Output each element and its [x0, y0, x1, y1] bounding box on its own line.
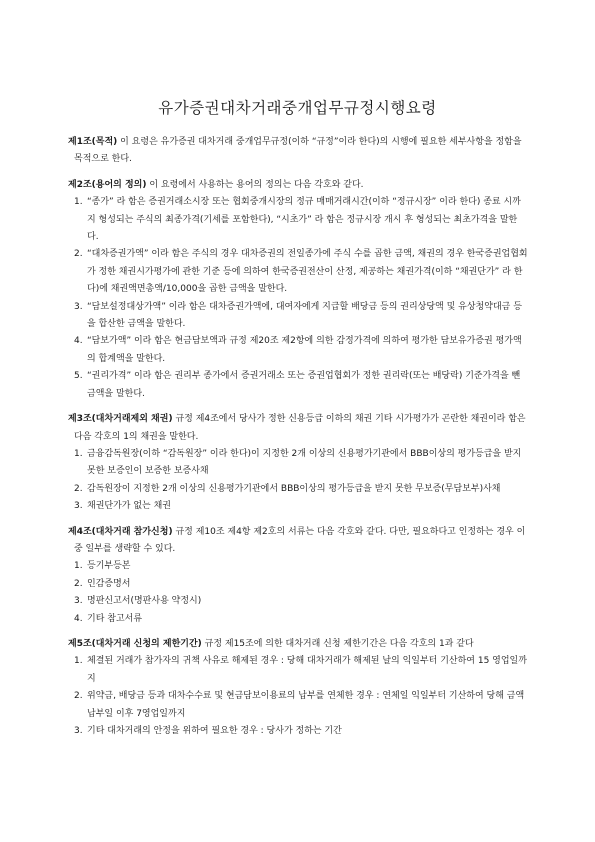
article-item-list — [68, 653, 528, 740]
article-label: 제4조(대차거래 참가신청) — [68, 526, 173, 537]
article-label: 제5조(대차거래 신청의 제한기간) — [68, 638, 202, 649]
article-heading — [68, 134, 528, 169]
list-item — [74, 576, 528, 593]
article-text: 규정 제10조 제4항 제2호의 서류는 다음 각호와 같다. 다만, 필요하다고 인정하는 경우 이 중 일부를 생략할 수 있다. — [74, 526, 526, 554]
item-number: 5. — [74, 371, 83, 382]
item-number: 3. — [74, 501, 83, 512]
item-number: 2. — [74, 691, 83, 702]
item-text: “담보가액” 이라 함은 현금담보액과 규정 제20조 제2항에 의한 감정가격에 의하여 평가한 담보유가증권 평가액의 합계액을 말한다. — [87, 336, 522, 364]
list-item — [74, 723, 528, 740]
item-text: 명판신고서(명판사용 약정시) — [87, 596, 202, 607]
item-text: “담보설정대상가액” 이라 함은 대차증권가액에, 대여자에게 지급할 배당금 등의 권리상당액 및 유상청약대금 등을 합산한 금액을 말한다. — [87, 301, 522, 330]
list-item — [74, 299, 528, 334]
item-text: “대차증권가액” 이라 함은 주식의 경우 대차증권의 전일종가에 주식 수를 곱한 금액, 채권의 경우 한국증권업협회가 정한 채권시가평가에 관한 기준 등에 의하여 한국증권전산이 산정, 제공하는 채권가격(이하 “채권단가” 라 한다)에 채권액면총액/10,000을 곱한 금액을 말한다. — [87, 249, 528, 295]
article-2 — [68, 177, 528, 403]
article-heading — [68, 177, 528, 194]
list-item — [74, 611, 528, 628]
list-item — [74, 688, 528, 723]
article-label: 제2조(용어의 정의) — [68, 179, 147, 190]
article-text: 규정 제15조에 의한 대차거래 신청 제한기간은 다음 각호의 1과 같다 — [201, 638, 474, 649]
item-number: 2. — [74, 249, 83, 260]
item-number: 2. — [74, 483, 83, 494]
list-item — [74, 653, 528, 688]
article-heading — [68, 524, 528, 559]
item-text: 감독원장이 지정한 2개 이상의 신용평가기관에서 BBB이상의 평가등급을 받지 못한 무보증(무담보부)사채 — [87, 483, 501, 494]
item-text: “권리가격” 이라 함은 권리부 종가에서 증권거래소 또는 증권업협회가 정한 권리락(또는 배당락) 기준가격을 뺀 금액을 말한다. — [87, 371, 521, 399]
item-number: 3. — [74, 596, 83, 607]
list-item — [74, 558, 528, 575]
item-number: 1. — [74, 197, 83, 208]
item-number: 2. — [74, 578, 83, 589]
article-label: 제1조(목적) — [68, 137, 118, 147]
item-text: “종가” 라 함은 증권거래소시장 또는 협회중개시장의 정규 매매거래시간(이하 “정규시장” 이라 한다) 종료 시까지 형성되는 주식의 최종가격(기세를 포함한다), “시초가” 라 함은 정규시장 개시 후 형성되는 최초가격을 말한다. — [87, 197, 521, 243]
item-text: 금융감독원장(이하 “감독원장” 이라 한다)이 지정한 2개 이상의 신용평가기관에서 BBB이상의 평가등급을 받지 못한 보증인이 보증한 보증사채 — [87, 448, 522, 477]
article-item-list — [68, 558, 528, 628]
article-1 — [68, 134, 528, 169]
list-item — [74, 446, 528, 481]
item-text: 체결된 거래가 참가자의 귀책 사유로 해제된 경우 : 당해 대차거래가 해제된 날의 익일부터 기산하여 15 영업일까지 — [87, 656, 527, 684]
item-number: 4. — [74, 336, 83, 347]
item-number: 3. — [74, 301, 83, 312]
article-item-list — [68, 446, 528, 516]
document-title: 유가증권대차거래중개업무규정시행요령 — [158, 99, 437, 117]
list-item — [74, 246, 528, 298]
list-item — [74, 593, 528, 610]
item-text: 등기부등본 — [87, 561, 131, 572]
list-item — [74, 368, 528, 403]
article-heading — [68, 636, 528, 653]
item-number: 1. — [74, 561, 83, 572]
item-text: 기타 참고서류 — [87, 613, 143, 624]
list-item — [74, 194, 528, 246]
item-number: 1. — [74, 656, 83, 667]
item-text: 위약금, 배당금 등과 대차수수료 및 현금담보이용료의 납부를 연체한 경우 : 연체일 익일부터 기산하여 당해 금액 납부일 이후 7영업일까지 — [87, 691, 525, 719]
item-text: 채권단가가 없는 채권 — [87, 501, 171, 512]
item-number: 1. — [74, 448, 83, 459]
document-body — [68, 134, 528, 748]
item-number: 4. — [74, 613, 83, 624]
item-text: 인감증명서 — [87, 578, 131, 589]
item-text: 기타 대차거래의 안정을 위하여 필요한 경우 : 당사가 정하는 기간 — [87, 726, 342, 736]
article-item-list — [68, 194, 528, 403]
article-label: 제3조(대차거래제외 채권) — [68, 414, 173, 425]
list-item — [74, 498, 528, 515]
article-text: 이 요령은 유가증권 대차거래 중개업무규정(이하 “규정”이라 한다)의 시행에 필요한 세부사항을 정함을 목적으로 한다. — [74, 137, 522, 165]
item-number: 3. — [74, 726, 83, 736]
article-text: 규정 제4조에서 당사가 정한 신용등급 이하의 채권 기타 시가평가가 곤란한 채권이라 함은 다음 각호의 1의 채권을 말한다. — [74, 414, 526, 442]
list-item — [74, 333, 528, 368]
article-5 — [68, 636, 528, 740]
article-heading — [68, 411, 528, 446]
article-4 — [68, 524, 528, 628]
article-3 — [68, 411, 528, 515]
article-text: 이 요령에서 사용하는 용어의 정의는 다음 각호와 같다. — [146, 179, 364, 190]
list-item — [74, 481, 528, 498]
